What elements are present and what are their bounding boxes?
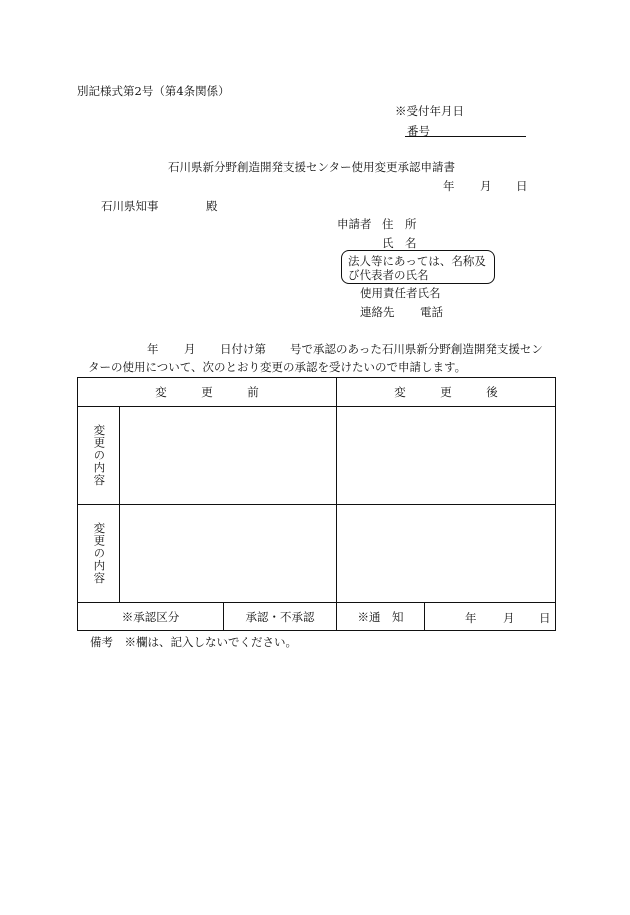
- after-header: 変 更 後: [337, 378, 556, 407]
- body-year: 年: [147, 342, 159, 356]
- name-label: 氏 名: [382, 236, 417, 250]
- contact-label: 連絡先: [360, 305, 395, 319]
- change-table: [77, 377, 556, 631]
- body-line2: ターの使用について、次のとおり変更の承認を受けたいので申請します。: [88, 360, 467, 374]
- body-month: 月: [184, 342, 196, 356]
- table-header-row: [78, 378, 556, 407]
- before-header: 変 更 前: [78, 378, 337, 407]
- date-day: 日: [516, 179, 528, 193]
- notice-year: 年: [465, 610, 477, 625]
- notice-day: 日: [539, 610, 551, 625]
- document-title: 石川県新分野創造開発支援センター使用変更承認申請書: [168, 160, 456, 174]
- receipt-number-label: 番号: [407, 124, 430, 138]
- notice-month: 月: [503, 610, 515, 625]
- change-row-2-label: 変更の内容: [92, 522, 107, 585]
- change-row-1-label-cell: [78, 407, 120, 505]
- change-row-1-label: 変更の内容: [92, 424, 107, 487]
- corporate-note-line2: び代表者の氏名: [348, 268, 429, 282]
- receipt-date-label: ※受付年月日: [395, 104, 464, 118]
- receipt-number-line: [405, 136, 526, 137]
- applicant-label: 申請者: [337, 217, 372, 231]
- form-reference: 別記様式第2号（第4条関係）: [77, 84, 230, 98]
- manager-name-label: 使用責任者氏名: [360, 286, 441, 300]
- change-row-1: [78, 407, 556, 505]
- approval-category-label: ※承認区分: [78, 603, 224, 631]
- before-content-2[interactable]: [120, 505, 337, 603]
- body-issued-number: 日付け第: [220, 342, 266, 356]
- body-line1-rest: 号で承認のあった石川県新分野創造開発支援セン: [290, 342, 543, 356]
- after-content-1[interactable]: [337, 407, 556, 505]
- change-row-2: [78, 505, 556, 603]
- phone-label: 電話: [420, 305, 443, 319]
- approval-options[interactable]: 承認・不承認: [224, 603, 337, 631]
- approval-row: [78, 603, 556, 631]
- notice-date-cell[interactable]: [425, 603, 556, 631]
- date-year: 年: [443, 179, 455, 193]
- addressee-name: 石川県知事: [101, 199, 159, 213]
- notice-label: ※通 知: [337, 603, 425, 631]
- after-content-2[interactable]: [337, 505, 556, 603]
- address-label: 住 所: [382, 217, 417, 231]
- remarks: 備考 ※欄は、記入しないでください。: [90, 635, 297, 649]
- addressee-honorific: 殿: [206, 199, 218, 213]
- corporate-note-line1: 法人等にあっては、名称及: [348, 254, 486, 268]
- date-month: 月: [480, 179, 492, 193]
- before-content-1[interactable]: [120, 407, 337, 505]
- change-row-2-label-cell: [78, 505, 120, 603]
